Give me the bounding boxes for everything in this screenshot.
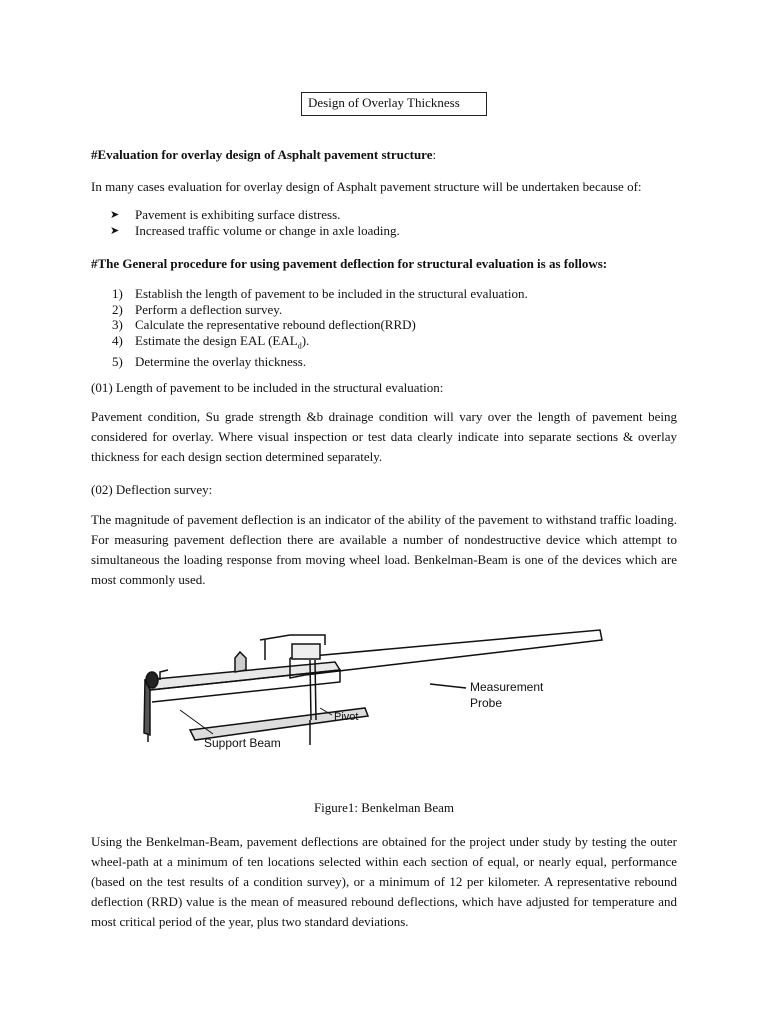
list-item [110, 333, 528, 354]
step-text: Perform a deflection survey. [135, 301, 283, 317]
list-item [110, 354, 528, 370]
procedure-steps [110, 286, 528, 369]
step-number: 3) [112, 317, 123, 332]
document-title: Design of Overlay Thickness [301, 92, 487, 116]
step-text: Determine the overlay thickness. [135, 353, 307, 369]
step-subscript: d [297, 341, 302, 351]
section1-heading-text: #Evaluation for overlay design of Asphalt pavement structure [91, 147, 433, 162]
part2-heading: (02) Deflection survey: [91, 482, 213, 497]
section1-heading [91, 145, 677, 165]
step-text: Estimate the design EAL (EAL [135, 332, 298, 348]
step-text-end: ). [301, 332, 310, 348]
list-item [110, 286, 528, 302]
step-text: Calculate the representative rebound deflection(RRD) [135, 317, 416, 332]
list-item [110, 207, 400, 223]
probe-label: Probe [470, 696, 503, 710]
part1-body: Pavement condition, Su grade strength &b drainage condition will vary over the length of pavement being considered for overlay. Where visual inspection or test data clearly indicate into separate sections & overlay thickness for each design section determined separately. [91, 409, 677, 464]
reasons-list [110, 207, 400, 239]
section1-intro: In many cases evaluation for overlay design of Asphalt pavement structure will be undertaken because of: [91, 179, 642, 194]
step-number: 4) [112, 332, 123, 348]
benkelman-beam-figure [140, 600, 605, 755]
step-number: 5) [112, 353, 123, 369]
part2-body: The magnitude of pavement deflection is an indicator of the ability of the pavement to withstand traffic loading. For measuring pavement deflection there are available a number of nondestructive device which attempt to simultaneous the loading response from moving wheel load. Benkelman-Beam is one of the devices which are most commonly used. [91, 512, 677, 587]
list-item-text: Pavement is exhibiting surface distress. [135, 207, 341, 222]
closing-paragraph: Using the Benkelman-Beam, pavement deflections are obtained for the project under study by testing the outer wheel-path at a minimum of ten locations selected within each section of equal, or nearly equal, performance (based on the test results of a condition survey), or a minimum of 12 per kilometer. A representative rebound deflection (RRD) value is the mean of measured rebound deflections, which have adjusted for temperature and most critical period of the year, plus two standard deviations. [91, 834, 677, 929]
step-number: 2) [112, 301, 123, 317]
support-beam-label: Support Beam [204, 736, 281, 750]
step-text: Establish the length of pavement to be included in the structural evaluation. [135, 286, 528, 301]
figure-caption: Figure1: Benkelman Beam [313, 800, 455, 815]
list-item-text: Increased traffic volume or change in axle loading. [135, 223, 400, 238]
list-item [110, 302, 528, 318]
part1-heading: (01) Length of pavement to be included in the structural evaluation: [91, 380, 444, 395]
measurement-label: Measurement [470, 680, 544, 694]
section2-heading: #The General procedure for using pavement deflection for structural evaluation is as follows: [91, 256, 608, 271]
section1-heading-colon: : [432, 147, 437, 162]
arrow-bullet-icon: ➤ [110, 209, 120, 221]
arrow-bullet-icon: ➤ [110, 225, 120, 237]
step-number: 1) [112, 286, 123, 301]
pivot-label: Pivot [334, 711, 359, 723]
list-item [110, 317, 528, 333]
list-item [110, 223, 400, 239]
